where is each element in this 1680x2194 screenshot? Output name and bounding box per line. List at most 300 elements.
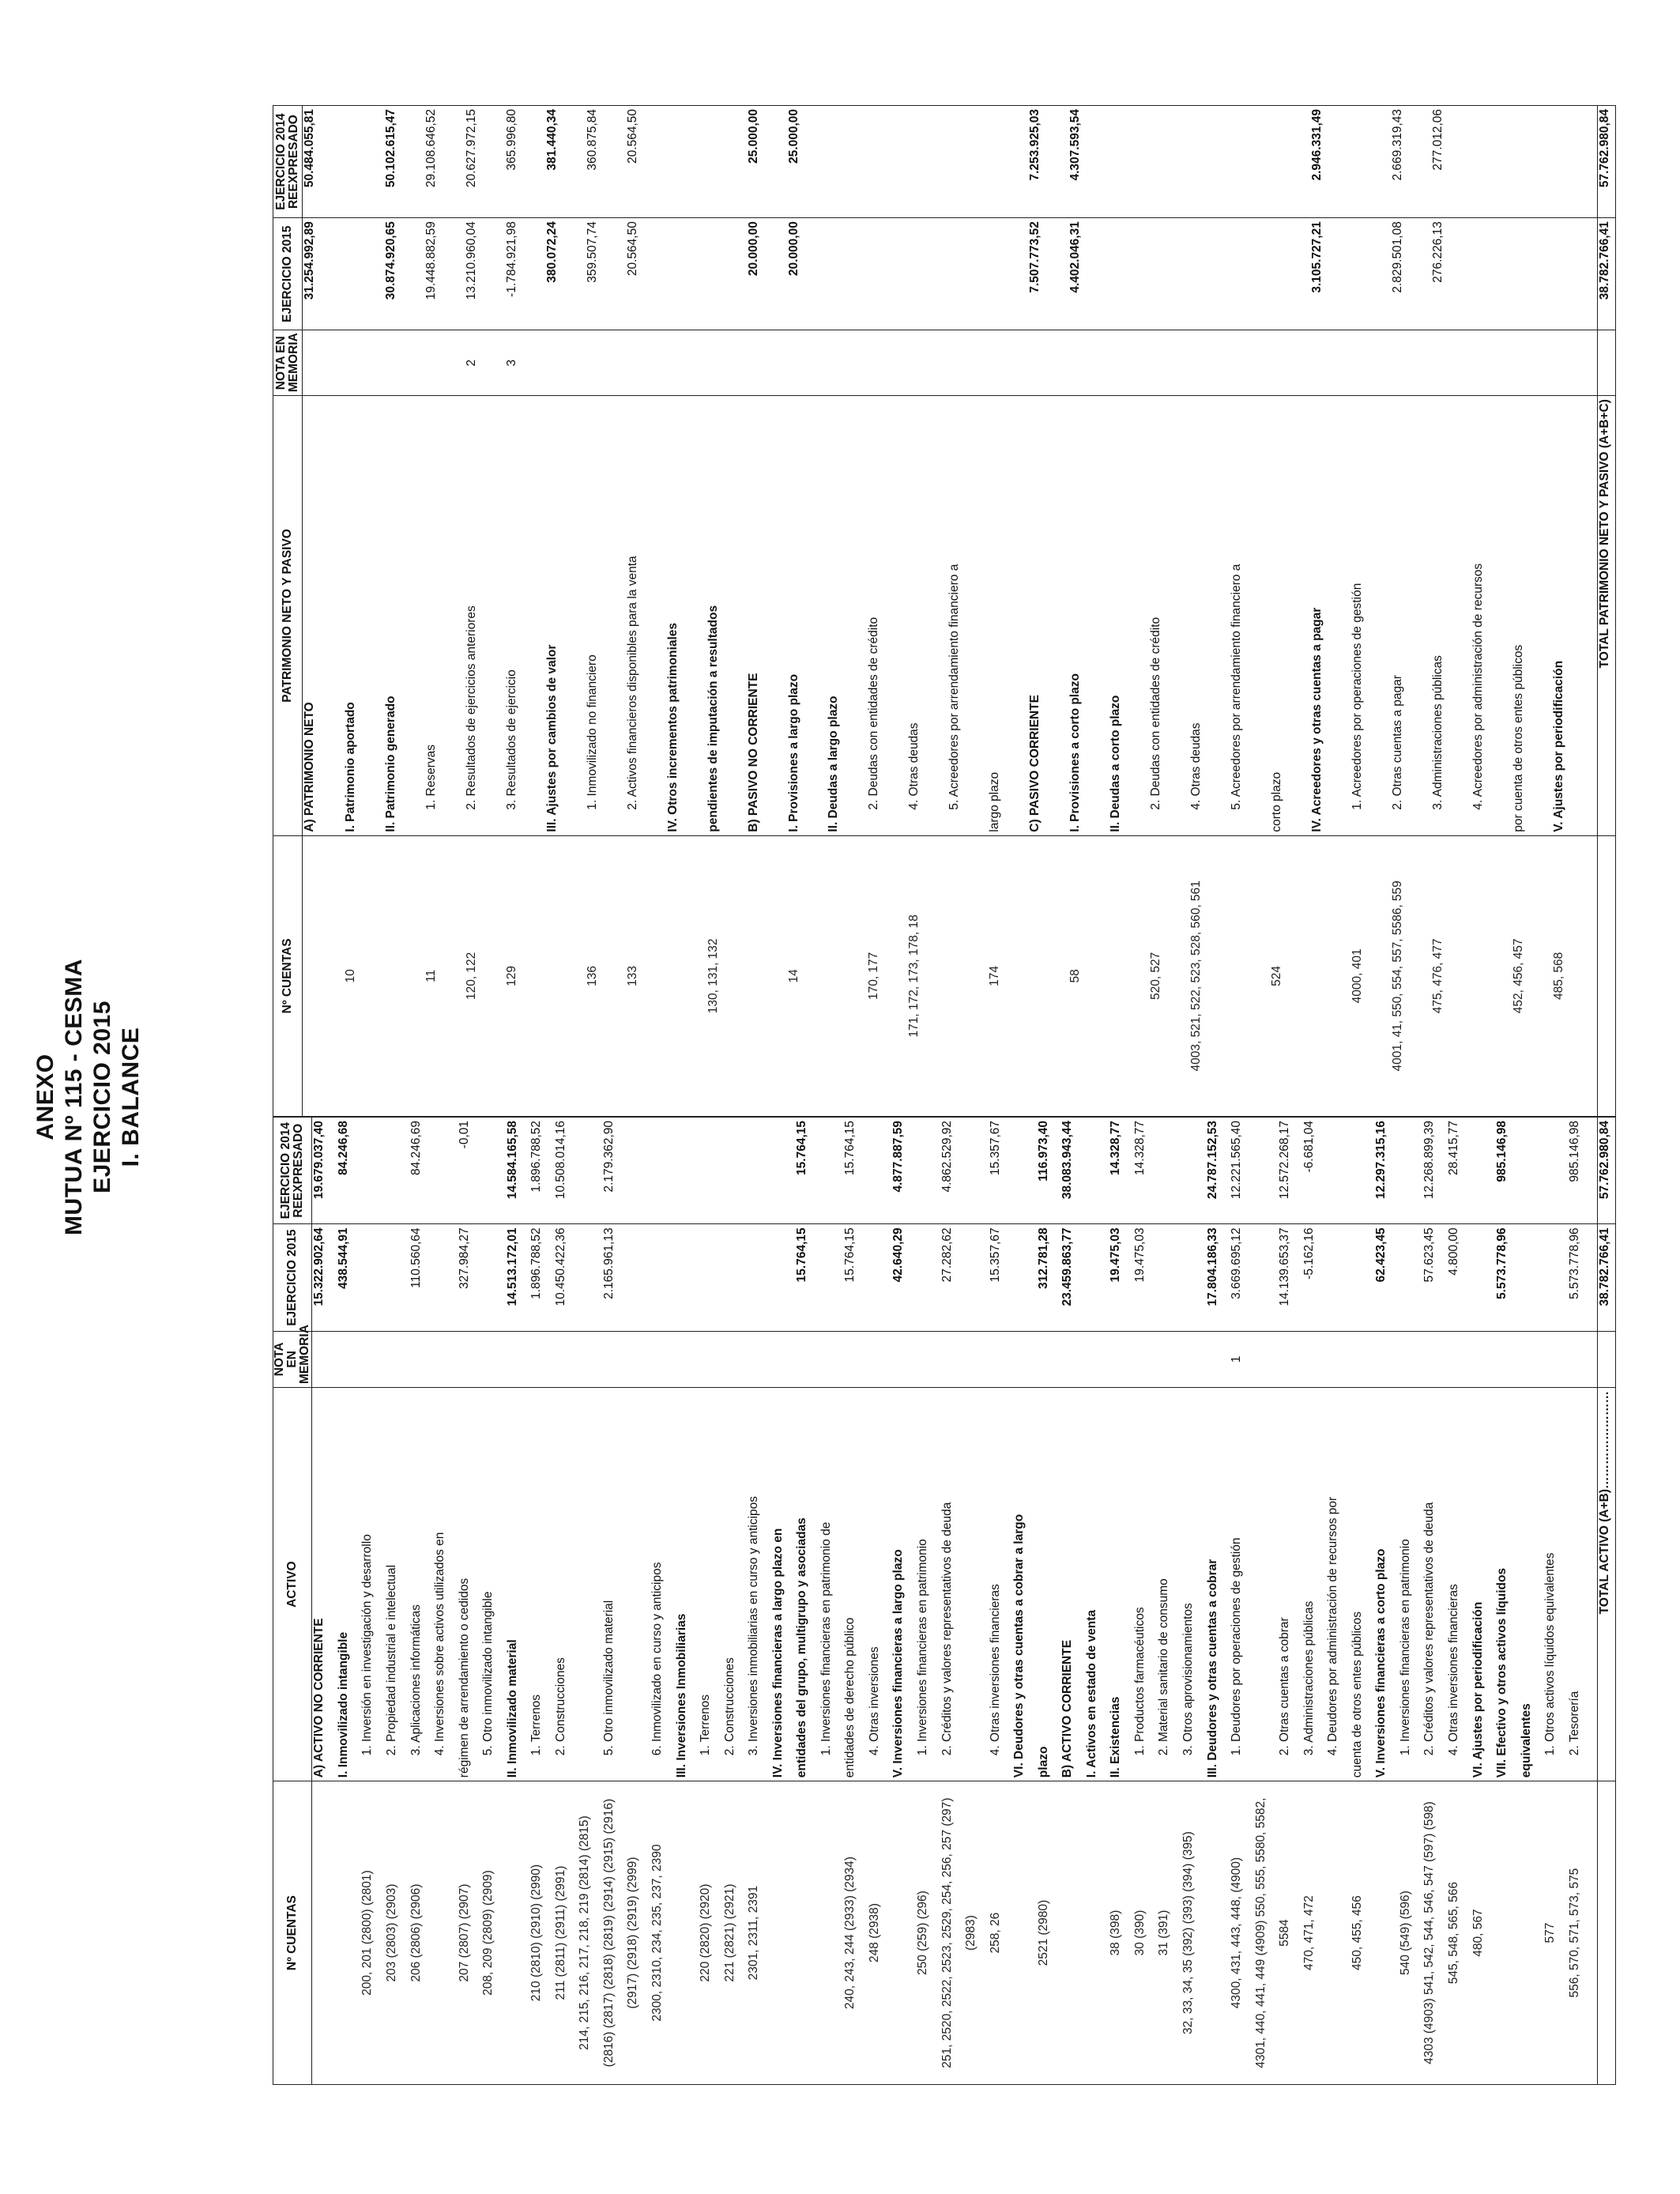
line-label: 4. Acreedores por administración de recursos — [1471, 396, 1512, 836]
table-row — [1310, 106, 1350, 1117]
account-codes — [433, 1781, 458, 2085]
account-codes: 207 (2807) (2907) — [458, 1781, 482, 2085]
account-codes: 32, 33, 34, 35 (392) (393) (394) (395) — [1181, 1781, 1206, 2085]
value-2014: 2.179.362,90 — [602, 1118, 627, 1224]
value-2014 — [1149, 106, 1189, 218]
value-2014 — [344, 106, 384, 218]
account-codes — [1028, 835, 1068, 1116]
value-2015 — [1552, 218, 1592, 330]
account-codes: 520, 527 — [1149, 835, 1189, 1116]
line-label: 1. Terrenos — [699, 1388, 723, 1781]
account-codes: 540 (549) (596) — [1399, 1781, 1423, 2085]
line-label: 4. Deudores por administración de recursos por — [1326, 1388, 1350, 1781]
table-row — [1471, 1118, 1496, 2085]
value-2014: 25.000,00 — [747, 106, 787, 218]
note-ref — [1520, 1331, 1544, 1387]
table-row — [1157, 1118, 1181, 2085]
note-ref — [1326, 1331, 1350, 1387]
line-label: I. Activos en estado de venta — [1085, 1388, 1109, 1781]
account-codes: 2301, 2311, 2391 — [747, 1781, 771, 2085]
pasivo-header-row — [273, 106, 303, 1117]
note-ref — [787, 330, 827, 396]
account-codes: 31 (391) — [1157, 1781, 1181, 2085]
value-2014: 1.896.788,52 — [529, 1118, 554, 1224]
account-codes — [1310, 835, 1350, 1116]
table-row — [1133, 1118, 1158, 2085]
value-2014: 50.484.055,81 — [303, 106, 344, 218]
table-row — [1422, 1118, 1447, 2085]
account-codes: 470, 471, 472 — [1302, 1781, 1327, 2085]
value-2014 — [1254, 1118, 1279, 1224]
note-ref — [1552, 330, 1592, 396]
note-ref — [360, 1331, 385, 1387]
value-2015: 3.669.695,12 — [1230, 1224, 1254, 1331]
value-2015: 15.764,15 — [795, 1224, 819, 1331]
value-2015: 312.781,28 — [1037, 1224, 1061, 1331]
account-codes — [795, 1781, 819, 2085]
value-2015: 7.507.773,52 — [1028, 218, 1068, 330]
total-activo-2014: 57.762.980,84 — [1598, 1118, 1616, 1224]
account-codes — [1520, 1781, 1544, 2085]
value-2014: 12.297.315,16 — [1374, 1118, 1399, 1224]
note-ref — [1278, 1331, 1302, 1387]
table-row — [481, 1118, 506, 2085]
table-row — [1302, 1118, 1327, 2085]
line-label: régimen de arrendamiento o cedidos — [458, 1388, 482, 1781]
value-2014: 15.764,15 — [843, 1118, 868, 1224]
col-header-pasivo: PATRIMONIO NETO Y PASIVO — [273, 396, 303, 836]
line-label: 2. Créditos y valores representativos de deuda — [940, 1388, 965, 1781]
account-codes — [827, 835, 867, 1116]
value-2014 — [867, 106, 907, 218]
value-2015: 14.513.172,01 — [506, 1224, 530, 1331]
line-label: plazo — [1037, 1388, 1061, 1781]
value-2014: 4.877.887,59 — [891, 1118, 916, 1224]
account-codes — [675, 1781, 699, 2085]
note-ref — [312, 1331, 337, 1387]
value-2014: 28.415,77 — [1447, 1118, 1471, 1224]
value-2014: 50.102.615,47 — [384, 106, 424, 218]
value-2014: 116.973,40 — [1037, 1118, 1061, 1224]
value-2014: 7.253.925,03 — [1028, 106, 1068, 218]
value-2014 — [827, 106, 867, 218]
line-label: 4. Otras deudas — [1189, 396, 1230, 836]
line-label: cuenta de otros entes públicos — [1350, 1388, 1375, 1781]
note-ref: 2 — [465, 330, 505, 396]
value-2014: 2.669.319,43 — [1391, 106, 1431, 218]
table-row — [626, 1118, 650, 2085]
line-label: pendientes de imputación a resultados — [706, 396, 747, 836]
note-ref — [1471, 330, 1512, 396]
value-2015 — [578, 1224, 602, 1331]
value-2014 — [1157, 1118, 1181, 1224]
value-2014: 15.764,15 — [795, 1118, 819, 1224]
account-codes — [506, 1781, 530, 2085]
table-row — [1374, 1118, 1399, 2085]
value-2014 — [699, 1118, 723, 1224]
account-codes: 4303 (4903) 541, 542, 544, 546, 547 (597) (598) — [1422, 1781, 1447, 2085]
line-label: 1. Deudores por operaciones de gestión — [1230, 1388, 1254, 1781]
value-2014: 985.146,98 — [1568, 1118, 1592, 1224]
value-2014 — [916, 1118, 940, 1224]
account-codes — [1374, 1781, 1399, 2085]
value-2014: 38.083.943,44 — [1060, 1118, 1085, 1224]
line-label: 5. Otro inmovilizado intangible — [481, 1388, 506, 1781]
value-2015 — [433, 1224, 458, 1331]
table-row — [1350, 1118, 1375, 2085]
table-row — [1399, 1118, 1423, 2085]
table-row — [795, 1118, 819, 2085]
table-row — [747, 106, 787, 1117]
pasivo-total-row — [1598, 106, 1616, 1117]
table-row — [787, 106, 827, 1117]
value-2014 — [1543, 1118, 1568, 1224]
line-label: 3. Aplicaciones informáticas — [409, 1388, 434, 1781]
table-row — [747, 1118, 771, 2085]
header-balance: I. BALANCE — [118, 1027, 144, 1167]
value-2014 — [1181, 1118, 1206, 1224]
note-ref — [650, 1331, 675, 1387]
note-ref — [771, 1331, 796, 1387]
value-2014 — [650, 1118, 675, 1224]
note-ref — [1109, 1331, 1133, 1387]
note-ref — [384, 330, 424, 396]
value-2014: 29.108.646,52 — [424, 106, 465, 218]
note-ref — [747, 330, 787, 396]
table-row — [1447, 1118, 1471, 2085]
value-2014: 25.000,00 — [787, 106, 827, 218]
line-label — [626, 1388, 650, 1781]
value-2015 — [675, 1224, 699, 1331]
note-ref — [867, 330, 907, 396]
table-row — [424, 106, 465, 1117]
note-ref — [1254, 1331, 1279, 1387]
line-label: I. Inmovilizado intangible — [337, 1388, 361, 1781]
header-anexo: ANEXO — [32, 1054, 58, 1140]
value-2014: 4.307.593,54 — [1068, 106, 1109, 218]
account-codes: 250 (259) (296) — [916, 1781, 940, 2085]
note-ref — [385, 1331, 409, 1387]
account-codes: 450, 455, 456 — [1350, 1781, 1375, 2085]
table-row — [545, 106, 586, 1117]
value-2014 — [819, 1118, 844, 1224]
value-2014 — [907, 106, 947, 218]
value-2015 — [1326, 1224, 1350, 1331]
account-codes: 251, 2520, 2522, 2523, 2529, 254, 256, 257 (297) — [940, 1781, 965, 2085]
value-2014 — [1230, 106, 1270, 218]
line-label: 3. Inversiones inmobiliarias en curso y anticipos — [747, 1388, 771, 1781]
note-ref — [1012, 1331, 1037, 1387]
account-codes: 475, 476, 477 — [1431, 835, 1471, 1116]
table-row — [385, 1118, 409, 2085]
value-2014 — [626, 1118, 650, 1224]
account-codes: 5584 — [1278, 1781, 1302, 2085]
header-mutua: MUTUA Nº 115 - CESMA — [61, 959, 87, 1235]
col-header-nota: NOTA EN MEMORIA — [273, 330, 303, 396]
note-ref — [1431, 330, 1471, 396]
table-row — [1278, 1118, 1302, 2085]
table-row — [586, 106, 626, 1117]
value-2015: 4.800,00 — [1447, 1224, 1471, 1331]
table-row — [458, 1118, 482, 2085]
account-codes: 170, 177 — [867, 835, 907, 1116]
account-codes: 556, 570, 571, 573, 575 — [1568, 1781, 1592, 2085]
line-label: 5. Acreedores por arrendamiento financiero a — [947, 396, 988, 836]
note-ref — [1310, 330, 1350, 396]
value-2015 — [699, 1224, 723, 1331]
account-codes: (2983) — [964, 1781, 989, 2085]
value-2014: 10.508.014,16 — [554, 1118, 578, 1224]
value-2015 — [626, 1224, 650, 1331]
table-row — [1109, 106, 1149, 1117]
account-codes: 2521 (2980) — [1037, 1781, 1061, 2085]
total-activo-2015: 38.782.766,41 — [1598, 1224, 1616, 1331]
table-row — [465, 106, 505, 1117]
value-2015 — [868, 1224, 892, 1331]
line-label: 1. Acreedores por operaciones de gestión — [1350, 396, 1391, 836]
line-label: equivalentes — [1520, 1388, 1544, 1781]
account-codes: 545, 548, 565, 566 — [1447, 1781, 1471, 2085]
value-2015 — [867, 218, 907, 330]
table-row — [1181, 1118, 1206, 2085]
note-ref — [1422, 1331, 1447, 1387]
table-row — [626, 106, 666, 1117]
table-row — [1391, 106, 1431, 1117]
account-codes: 240, 243, 244 (2933) (2934) — [843, 1781, 868, 2085]
line-label: 1. Reservas — [424, 396, 465, 836]
table-row — [827, 106, 867, 1117]
total-nota — [1598, 1331, 1616, 1387]
note-ref — [626, 1331, 650, 1387]
value-2015: 10.450.422,36 — [554, 1224, 578, 1331]
value-2014 — [1350, 1118, 1375, 1224]
note-ref — [626, 330, 666, 396]
value-2014: 2.946.331,49 — [1310, 106, 1350, 218]
value-2015: 19.448.882,59 — [424, 218, 465, 330]
account-codes: 208, 209 (2809) (2909) — [481, 1781, 506, 2085]
table-row — [433, 1118, 458, 2085]
line-label: 1. Inversiones financieras en patrimonio de — [819, 1388, 844, 1781]
table-row — [312, 1118, 337, 2085]
account-codes: 206 (2806) (2906) — [409, 1781, 434, 2085]
line-label: 2. Otras cuentas a pagar — [1391, 396, 1431, 836]
line-label: 5. Otro inmovilizado material — [602, 1388, 627, 1781]
line-label: 4. Otras inversiones financieras — [989, 1388, 1013, 1781]
account-codes: 221 (2821) (2921) — [723, 1781, 748, 2085]
note-ref — [1543, 1331, 1568, 1387]
table-row — [1109, 1118, 1133, 2085]
value-2015: 2.829.501,08 — [1391, 218, 1431, 330]
value-2014 — [433, 1118, 458, 1224]
value-2015 — [1399, 1224, 1423, 1331]
value-2015 — [819, 1224, 844, 1331]
account-codes: 4003, 521, 522, 523, 528, 560, 561 — [1189, 835, 1230, 1116]
table-row — [344, 106, 384, 1117]
account-codes: 14 — [787, 835, 827, 1116]
document-header — [32, 0, 145, 2194]
value-2014 — [964, 1118, 989, 1224]
account-codes: 11 — [424, 835, 465, 1116]
account-codes — [891, 1781, 916, 2085]
note-ref — [666, 330, 706, 396]
table-row — [303, 106, 344, 1117]
value-2015: 27.282,62 — [940, 1224, 965, 1331]
line-label: I. Patrimonio aportado — [344, 396, 384, 836]
value-2015: 20.000,00 — [747, 218, 787, 330]
value-2015: 14.139.653,37 — [1278, 1224, 1302, 1331]
account-codes: 133 — [626, 835, 666, 1116]
line-label: 2. Créditos y valores representativos de deuda — [1422, 1388, 1447, 1781]
note-ref — [843, 1331, 868, 1387]
table-row — [578, 1118, 602, 2085]
col-header-activo: ACTIVO — [273, 1388, 312, 1781]
value-2014 — [675, 1118, 699, 1224]
value-2015: 62.423,45 — [1374, 1224, 1399, 1331]
note-ref — [1133, 1331, 1158, 1387]
note-ref — [1181, 1331, 1206, 1387]
account-codes: 203 (2803) (2903) — [385, 1781, 409, 2085]
total-pasivo-label: TOTAL PATRIMONIO NETO Y PASIVO (A+B+C) — [1598, 396, 1616, 836]
table-row — [1520, 1118, 1544, 2085]
value-2014 — [1471, 106, 1512, 218]
value-2015 — [650, 1224, 675, 1331]
account-codes: 4301, 440, 441, 449 (4909) 550, 555, 5580, 5582, — [1254, 1781, 1279, 2085]
value-2015 — [481, 1224, 506, 1331]
activo-total-row — [1598, 1118, 1616, 2085]
value-2015: 5.573.778,96 — [1495, 1224, 1520, 1331]
value-2014 — [1012, 1118, 1037, 1224]
value-2014: 12.221.565,40 — [1230, 1118, 1254, 1224]
note-ref — [1206, 1331, 1230, 1387]
value-2015 — [1270, 218, 1310, 330]
line-label: 5. Acreedores por arrendamiento financiero a — [1230, 396, 1270, 836]
value-2014 — [868, 1118, 892, 1224]
note-ref — [1109, 330, 1149, 396]
note-ref — [964, 1331, 989, 1387]
line-label: II. Deudas a largo plazo — [827, 396, 867, 836]
account-codes: 258, 26 — [989, 1781, 1013, 2085]
table-row — [650, 1118, 675, 2085]
value-2014 — [1189, 106, 1230, 218]
value-2014: 277.012,06 — [1431, 106, 1471, 218]
line-label: II. Deudas a corto plazo — [1109, 396, 1149, 836]
value-2014 — [723, 1118, 748, 1224]
account-codes: 248 (2938) — [868, 1781, 892, 2085]
account-codes — [819, 1781, 844, 2085]
line-label: 3. Otros aprovisionamientos — [1181, 1388, 1206, 1781]
account-codes — [384, 835, 424, 1116]
value-2015 — [385, 1224, 409, 1331]
value-2015 — [1149, 218, 1189, 330]
value-2014 — [666, 106, 706, 218]
value-2015 — [723, 1224, 748, 1331]
line-label: corto plazo — [1270, 396, 1310, 836]
table-row — [706, 106, 747, 1117]
value-2015 — [706, 218, 747, 330]
note-ref — [1568, 1331, 1592, 1387]
table-row — [384, 106, 424, 1117]
note-ref — [529, 1331, 554, 1387]
table-row — [1028, 106, 1068, 1117]
activo-header-row — [273, 1118, 312, 2085]
value-2015: 2.165.961,13 — [602, 1224, 627, 1331]
note-ref — [868, 1331, 892, 1387]
account-codes — [747, 835, 787, 1116]
line-label: III. Inversiones Inmobiliarias — [675, 1388, 699, 1781]
value-2015: 17.804.186,33 — [1206, 1224, 1230, 1331]
note-ref: 3 — [505, 330, 545, 396]
account-codes — [1326, 1781, 1350, 2085]
line-label: largo plazo — [988, 396, 1028, 836]
table-row — [1189, 106, 1230, 1117]
col-header-cuentas: Nº CUENTAS — [273, 1781, 312, 2085]
value-2015 — [827, 218, 867, 330]
note-ref — [747, 1331, 771, 1387]
table-row — [1471, 106, 1512, 1117]
value-2015: 31.254.992,89 — [303, 218, 344, 330]
value-2014 — [1512, 106, 1552, 218]
table-row — [1431, 106, 1471, 1117]
value-2014: 365.996,80 — [505, 106, 545, 218]
value-2014: 14.584.165,58 — [506, 1118, 530, 1224]
note-ref — [409, 1331, 434, 1387]
line-label: 1. Productos farmacéuticos — [1133, 1388, 1158, 1781]
account-codes: 577 — [1543, 1781, 1568, 2085]
value-2015: 380.072,24 — [545, 218, 586, 330]
account-codes — [947, 835, 988, 1116]
col-header-nota: NOTA EN MEMORIA — [273, 1331, 312, 1387]
account-codes: (2816) (2817) (2818) (2819) (2914) (2915) (2916) — [602, 1781, 627, 2085]
note-ref — [827, 330, 867, 396]
value-2015 — [1471, 1224, 1496, 1331]
note-ref — [1391, 330, 1431, 396]
value-2015: 23.459.863,77 — [1060, 1224, 1085, 1331]
line-label: 2. Tesorería — [1568, 1388, 1592, 1781]
value-2015: -1.784.921,98 — [505, 218, 545, 330]
note-ref — [1189, 330, 1230, 396]
note-ref — [602, 1331, 627, 1387]
account-codes: 485, 568 — [1552, 835, 1592, 1116]
total-pasivo-2015: 38.782.766,41 — [1598, 218, 1616, 330]
table-row — [1495, 1118, 1520, 2085]
value-2015: 13.210.960,04 — [465, 218, 505, 330]
line-label: V. Inversiones financieras a largo plazo — [891, 1388, 916, 1781]
line-label: VI. Deudores y otras cuentas a cobrar a largo — [1012, 1388, 1037, 1781]
value-2015 — [1157, 1224, 1181, 1331]
total-cuentas — [1598, 1781, 1616, 2085]
note-ref — [989, 1331, 1013, 1387]
line-label: entidades de derecho público — [843, 1388, 868, 1781]
note-ref — [947, 330, 988, 396]
line-label: IV. Otros incrementos patrimoniales — [666, 396, 706, 836]
value-2015 — [666, 218, 706, 330]
value-2015 — [988, 218, 1028, 330]
value-2014 — [360, 1118, 385, 1224]
note-ref — [545, 330, 586, 396]
value-2015: 15.764,15 — [843, 1224, 868, 1331]
value-2014: 20.627.972,15 — [465, 106, 505, 218]
value-2015 — [1109, 218, 1149, 330]
note-ref — [554, 1331, 578, 1387]
note-ref — [1350, 330, 1391, 396]
value-2015: 4.402.046,31 — [1068, 218, 1109, 330]
account-codes — [303, 835, 344, 1116]
account-codes — [337, 1781, 361, 2085]
table-row — [1270, 106, 1310, 1117]
table-row — [409, 1118, 434, 2085]
table-row — [907, 106, 947, 1117]
total-activo-label: TOTAL ACTIVO (A+B)…………………… — [1598, 1388, 1616, 1781]
